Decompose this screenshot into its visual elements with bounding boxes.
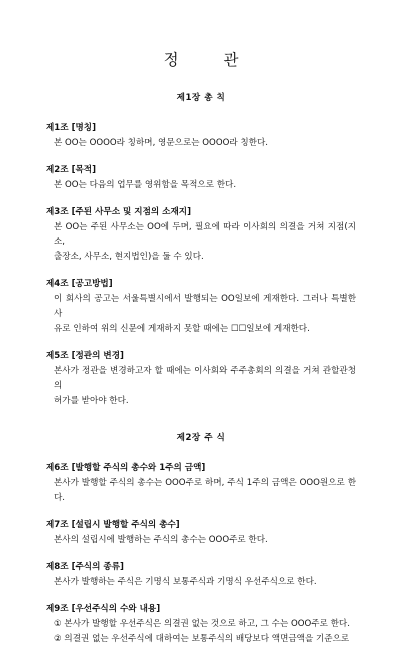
article-line: 본사가 정관을 변경하고자 할 때에는 이사회와 주주총회의 의결을 거쳐 관할관청의 bbox=[54, 366, 356, 391]
article-body bbox=[46, 533, 356, 548]
article bbox=[46, 205, 356, 265]
article-heading: 제9조 [우선주식의 수와 내용] bbox=[46, 604, 161, 614]
article-list-item: ① 본사가 발행할 우선주식은 의결권 없는 것으로 하고, 그 수는 OOO주로 한다. bbox=[54, 619, 350, 629]
article-line: 본사가 발행할 주식의 총수는 OOO주로 하며, 주식 1주의 금액은 OOO원으로 한다. bbox=[54, 478, 356, 503]
article-body bbox=[46, 178, 356, 193]
article-line: 유로 인하여 위의 신문에 게재하지 못할 때에는 ☐☐일보에 게재한다. bbox=[54, 324, 310, 334]
article bbox=[46, 349, 356, 409]
chapter-heading: 제1장 총 칙 bbox=[176, 93, 226, 103]
article bbox=[46, 163, 356, 193]
article-heading: 제6조 [발행할 주식의 총수와 1주의 금액] bbox=[46, 463, 206, 473]
article-line: 본사가 발행하는 주식은 기명식 보통주식과 기명식 우선주식으로 한다. bbox=[54, 577, 317, 587]
article-body bbox=[46, 220, 356, 265]
article-heading: 제8조 [주식의 종류] bbox=[46, 562, 124, 572]
article-line: 본 OO는 OOOO라 칭하며, 영문으로는 OOOO라 칭한다. bbox=[54, 138, 269, 148]
article-line: 본 OO는 다음의 업무를 영위함을 목적으로 한다. bbox=[54, 180, 237, 190]
article-line: 이 회사의 공고는 서울특별시에서 발행되는 OO일보에 게재한다. 그러나 특별한 사 bbox=[54, 294, 356, 319]
article-heading: 제5조 [정관의 변경] bbox=[46, 351, 124, 361]
article bbox=[46, 277, 356, 337]
article-list-item: ② 의결권 없는 우선주식에 대하여는 보통주식의 배당보다 액면금액을 기준으로 bbox=[54, 634, 350, 644]
article-heading: 제7조 [설립시 발행할 주식의 총수] bbox=[46, 520, 180, 530]
article-body bbox=[46, 575, 356, 590]
article-line: 허가를 받아야 한다. bbox=[54, 396, 129, 406]
article bbox=[46, 121, 356, 151]
article-heading: 제1조 [명칭] bbox=[46, 123, 97, 133]
article bbox=[46, 602, 356, 647]
article bbox=[46, 518, 356, 548]
article-body bbox=[46, 617, 356, 647]
article-line: 본사의 설립시에 발행하는 주식의 총수는 OOO주로 한다. bbox=[54, 535, 268, 545]
article-heading: 제4조 [공고방법] bbox=[46, 279, 113, 289]
article-body bbox=[46, 476, 356, 506]
article-line: 출장소, 사무소, 현지법인)을 둘 수 있다. bbox=[54, 252, 204, 262]
document-title: 정 관 bbox=[163, 51, 259, 69]
article bbox=[46, 461, 356, 506]
article-body bbox=[46, 292, 356, 337]
article-line: 본 OO는 주된 사무소는 OO에 두며, 필요에 따라 이사회의 의결을 거쳐 지점(지소, bbox=[54, 222, 356, 247]
article-body bbox=[46, 136, 356, 151]
article-body bbox=[46, 364, 356, 409]
chapter-heading: 제2장 주 식 bbox=[176, 433, 226, 443]
article-heading: 제2조 [목적] bbox=[46, 165, 97, 175]
article-heading: 제3조 [주된 사무소 및 지점의 소재지] bbox=[46, 207, 192, 217]
